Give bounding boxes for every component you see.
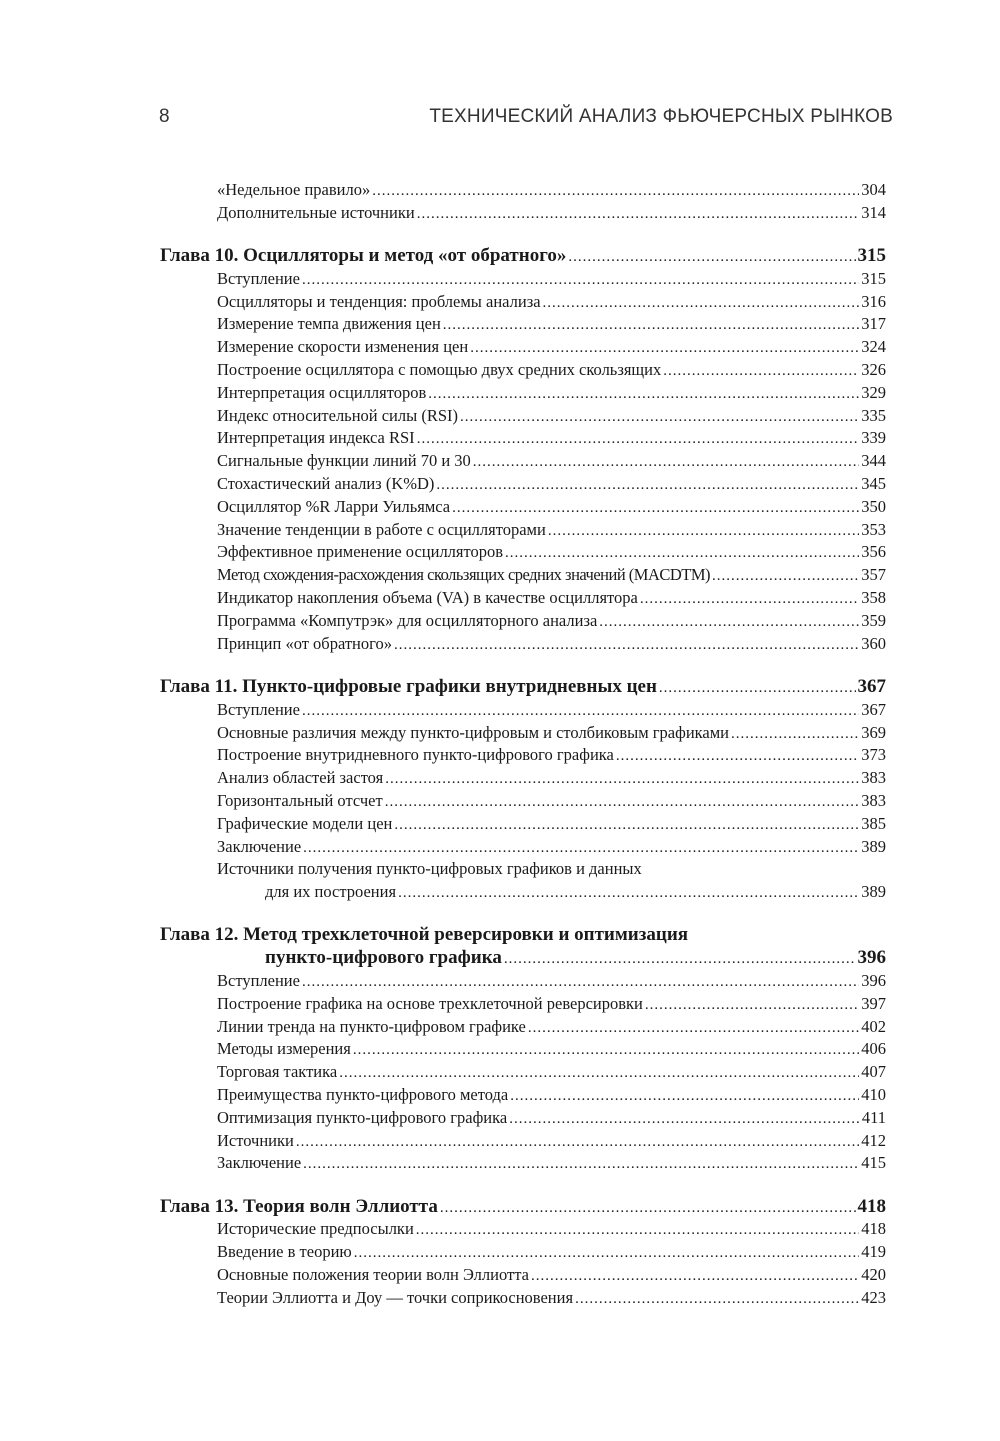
dot-leader: [645, 994, 859, 1017]
toc-entry: [160, 1264, 886, 1287]
dot-leader: [452, 497, 859, 520]
toc-entry-title: Осцилляторы и тенденция: проблемы анализа: [217, 291, 541, 311]
toc-entry: [160, 836, 886, 859]
toc-entry: [160, 744, 886, 767]
dot-leader: [303, 1153, 859, 1176]
toc-entry-title: Измерение скорости изменения цен: [217, 337, 469, 357]
toc-entry: [160, 179, 886, 202]
toc-entry-title: Значение тенденции в работе с осцилляторами: [217, 519, 546, 539]
toc-page-number: 383: [861, 790, 886, 810]
dot-leader: [398, 882, 859, 905]
toc-page-number: 415: [861, 1153, 886, 1173]
toc-entry: [160, 610, 886, 633]
toc-entry-title: Глава 12. Метод трехклеточной реверсировки и оптимизация: [160, 924, 689, 946]
dot-leader: [385, 791, 860, 814]
toc-entry: [160, 519, 886, 542]
toc-entry-title: Метод схождения-расхождения скользящих средних значений (MACDTM): [217, 565, 711, 585]
dot-leader: [353, 1039, 859, 1062]
toc-page-number: 389: [861, 836, 886, 856]
toc-entry-title: Основные различия между пункто-цифровым и столбиковым графиками: [217, 722, 730, 742]
toc-entry-title: Вступление: [217, 699, 300, 719]
toc-entry-title: Горизонтальный отсчет: [217, 790, 383, 810]
toc-page-number: 317: [861, 314, 886, 334]
toc-chapter-heading: [160, 947, 886, 970]
toc-entry: [160, 881, 886, 904]
toc-page-number: 357: [861, 565, 886, 585]
toc-chapter-heading: [160, 676, 886, 699]
toc-entry-title: для их построения: [265, 882, 397, 902]
toc-entry: [160, 699, 886, 722]
toc-entry: [160, 541, 886, 564]
toc-page-number: 326: [861, 360, 886, 380]
dot-leader: [505, 542, 859, 565]
toc-entry-title: Глава 13. Теория волн Эллиотта: [160, 1195, 438, 1217]
dot-leader: [616, 745, 859, 768]
toc-entry-title: Заключение: [217, 1153, 302, 1173]
toc-entry: [160, 405, 886, 428]
toc-page-number: 369: [861, 722, 886, 742]
toc-entry-title: Измерение темпа движения цен: [217, 314, 441, 334]
toc-entry: [160, 993, 886, 1016]
toc-entry: [160, 202, 886, 225]
toc-entry-title: Преимущества пункто-цифрового метода: [217, 1084, 509, 1104]
dot-leader: [543, 292, 860, 315]
toc-entry-title: Сигнальные функции линий 70 и 30: [217, 451, 471, 471]
dot-leader: [372, 180, 859, 203]
toc-entry: [160, 1038, 886, 1061]
toc-page-number: 420: [861, 1265, 886, 1285]
toc-entry: [160, 790, 886, 813]
toc-page-number: 329: [861, 382, 886, 402]
toc-entry: [160, 450, 886, 473]
toc-entry-title: Оптимизация пункто-цифрового графика: [217, 1107, 508, 1127]
toc-page-number: 385: [861, 813, 886, 833]
dot-leader: [394, 634, 859, 657]
dot-leader: [731, 723, 859, 746]
toc-entry-title: Источники: [217, 1130, 294, 1150]
toc-entry: [160, 496, 886, 519]
toc-chapter-heading: [160, 1196, 886, 1219]
toc-entry-title: Основные положения теории волн Эллиотта: [217, 1265, 529, 1285]
toc-entry-title: Методы измерения: [217, 1039, 351, 1059]
toc-entry: [160, 587, 886, 610]
toc-page-number: 396: [857, 947, 886, 969]
dot-leader: [460, 406, 859, 429]
toc-page-number: 353: [861, 519, 886, 539]
dot-leader: [528, 1017, 859, 1040]
toc-page-number: 316: [861, 291, 886, 311]
toc-entry: [160, 382, 886, 405]
toc-entry: [160, 1130, 886, 1153]
toc-entry-title: Теории Эллиотта и Доу — точки соприкосновения: [217, 1287, 574, 1307]
toc-page-number: 397: [861, 993, 886, 1013]
dot-leader: [510, 1085, 859, 1108]
dot-leader: [302, 269, 859, 292]
dot-leader: [354, 1242, 860, 1265]
dot-leader: [339, 1062, 859, 1085]
dot-leader: [440, 1197, 856, 1220]
dot-leader: [470, 337, 859, 360]
toc-page-number: 345: [861, 474, 886, 494]
toc-entry-title: Дополнительные источники: [217, 202, 415, 222]
toc-page-number: 410: [861, 1084, 886, 1104]
toc-entry-title: Анализ областей застоя: [217, 768, 384, 788]
toc-page-number: 335: [861, 405, 886, 425]
dot-leader: [548, 520, 859, 543]
toc-entry: [160, 1218, 886, 1241]
toc-entry: [160, 1084, 886, 1107]
toc-entry: [160, 1061, 886, 1084]
toc-page-number: 418: [857, 1195, 886, 1217]
toc-entry: [160, 336, 886, 359]
dot-leader: [712, 565, 859, 588]
toc-entry-title: Стохастический анализ (K%D): [217, 474, 435, 494]
toc-page-number: 411: [861, 1107, 886, 1127]
dot-leader: [417, 203, 860, 226]
toc-chapter-heading: [160, 924, 886, 947]
toc-page-number: 324: [861, 337, 886, 357]
dot-leader: [385, 768, 859, 791]
toc-page-number: 407: [861, 1062, 886, 1082]
toc-page-number: 402: [861, 1016, 886, 1036]
toc-entry: [160, 313, 886, 336]
dot-leader: [659, 677, 856, 700]
toc-entry-title: Глава 11. Пункто-цифровые графики внутридневных цен: [160, 675, 657, 697]
toc-entry-title: Введение в теорию: [217, 1242, 352, 1262]
toc-page-number: 358: [861, 588, 886, 608]
toc-page-number: 383: [861, 768, 886, 788]
dot-leader: [599, 611, 859, 634]
toc-entry: [160, 858, 886, 881]
toc-entry: [160, 767, 886, 790]
dot-leader: [303, 837, 859, 860]
dot-leader: [302, 700, 859, 723]
toc-entry-title: Построение графика на основе трехклеточной реверсировки: [217, 993, 643, 1013]
toc-page-number: 359: [861, 610, 886, 630]
running-header-title: ТЕХНИЧЕСКИЙ АНАЛИЗ ФЬЮЧЕРСНЫХ РЫНКОВ: [429, 106, 893, 127]
toc-page-number: 367: [857, 675, 886, 697]
toc-page-number: 419: [861, 1242, 886, 1262]
toc-page-number: 304: [861, 180, 886, 199]
toc-entry: [160, 1016, 886, 1039]
dot-leader: [640, 588, 859, 611]
dot-leader: [509, 1108, 860, 1131]
toc-entry-title: Программа «Компутрэк» для осцилляторного анализа: [217, 610, 598, 630]
toc-entry-title: пункто-цифрового графика: [265, 947, 502, 969]
toc-entry: [160, 633, 886, 656]
dot-leader: [663, 360, 859, 383]
toc-entry-title: Принцип «от обратного»: [217, 633, 392, 653]
page-number: 8: [159, 106, 170, 127]
toc-page-number: 315: [857, 245, 886, 267]
toc-page-number: 367: [861, 699, 886, 719]
dot-leader: [416, 1219, 859, 1242]
dot-leader: [504, 948, 856, 971]
toc-entry: [160, 268, 886, 291]
toc-page-number: 389: [861, 882, 886, 902]
dot-leader: [394, 814, 859, 837]
toc-page-number: 423: [861, 1287, 886, 1307]
toc-page-number: 418: [861, 1219, 886, 1239]
toc-page-number: 344: [861, 451, 886, 471]
toc-page-number: 356: [861, 542, 886, 562]
toc-entry-title: Заключение: [217, 836, 302, 856]
toc-entry-title: Эффективное применение осцилляторов: [217, 542, 504, 562]
toc-entry: [160, 1287, 886, 1310]
toc-entry: [160, 564, 886, 587]
toc-page-number: 350: [861, 496, 886, 516]
toc-entry-title: Графические модели цен: [217, 813, 393, 833]
toc-page-number: 373: [861, 745, 886, 765]
dot-leader: [531, 1265, 859, 1288]
toc-entry: [160, 359, 886, 382]
toc-page-number: 396: [861, 971, 886, 990]
toc-entry: [160, 970, 886, 993]
toc-chapter-heading: [160, 245, 886, 268]
dot-leader: [568, 246, 855, 269]
toc-page-number: 339: [861, 428, 886, 448]
toc-entry-title: Построение внутридневного пункто-цифрового графика: [217, 745, 614, 765]
toc-entry-title: Интерпретация осцилляторов: [217, 382, 427, 402]
toc-entry: [160, 473, 886, 496]
dot-leader: [296, 1131, 859, 1154]
toc-entry: [160, 722, 886, 745]
table-of-contents: [160, 179, 886, 1310]
toc-entry: [160, 1107, 886, 1130]
toc-entry-title: Вступление: [217, 971, 300, 990]
toc-entry: [160, 813, 886, 836]
toc-entry-title: «Недельное правило»: [217, 180, 371, 199]
toc-entry-title: Вступление: [217, 268, 300, 288]
toc-entry: [160, 1152, 886, 1175]
dot-leader: [417, 428, 860, 451]
toc-entry-title: Построение осциллятора с помощью двух средних скользящих: [217, 360, 662, 380]
toc-entry-title: Линии тренда на пункто-цифровом графике: [217, 1016, 526, 1036]
dot-leader: [575, 1288, 859, 1311]
toc-entry-title: Индикатор накопления объема (VA) в качестве осциллятора: [217, 588, 638, 608]
toc-page-number: 406: [861, 1039, 886, 1059]
toc-entry: [160, 427, 886, 450]
toc-entry-title: Осциллятор %R Ларри Уильямса: [217, 496, 451, 516]
toc-page-number: 412: [861, 1130, 886, 1150]
toc-entry: [160, 291, 886, 314]
toc-page-number: 360: [861, 633, 886, 653]
toc-entry-title: Индекс относительной силы (RSI): [217, 405, 458, 425]
toc-entry-title: Источники получения пункто-цифровых графиков и данных: [217, 859, 642, 879]
toc-entry-title: Глава 10. Осцилляторы и метод «от обратного»: [160, 245, 567, 267]
toc-page-number: 315: [861, 268, 886, 288]
dot-leader: [473, 451, 859, 474]
dot-leader: [302, 971, 859, 994]
toc-entry-title: Торговая тактика: [217, 1062, 338, 1082]
toc-entry: [160, 1241, 886, 1264]
dot-leader: [428, 383, 859, 406]
dot-leader: [436, 474, 859, 497]
toc-entry-title: Исторические предпосылки: [217, 1219, 414, 1239]
toc-entry-title: Интерпретация индекса RSI: [217, 428, 415, 448]
dot-leader: [443, 314, 859, 337]
toc-page-number: 314: [861, 202, 886, 222]
